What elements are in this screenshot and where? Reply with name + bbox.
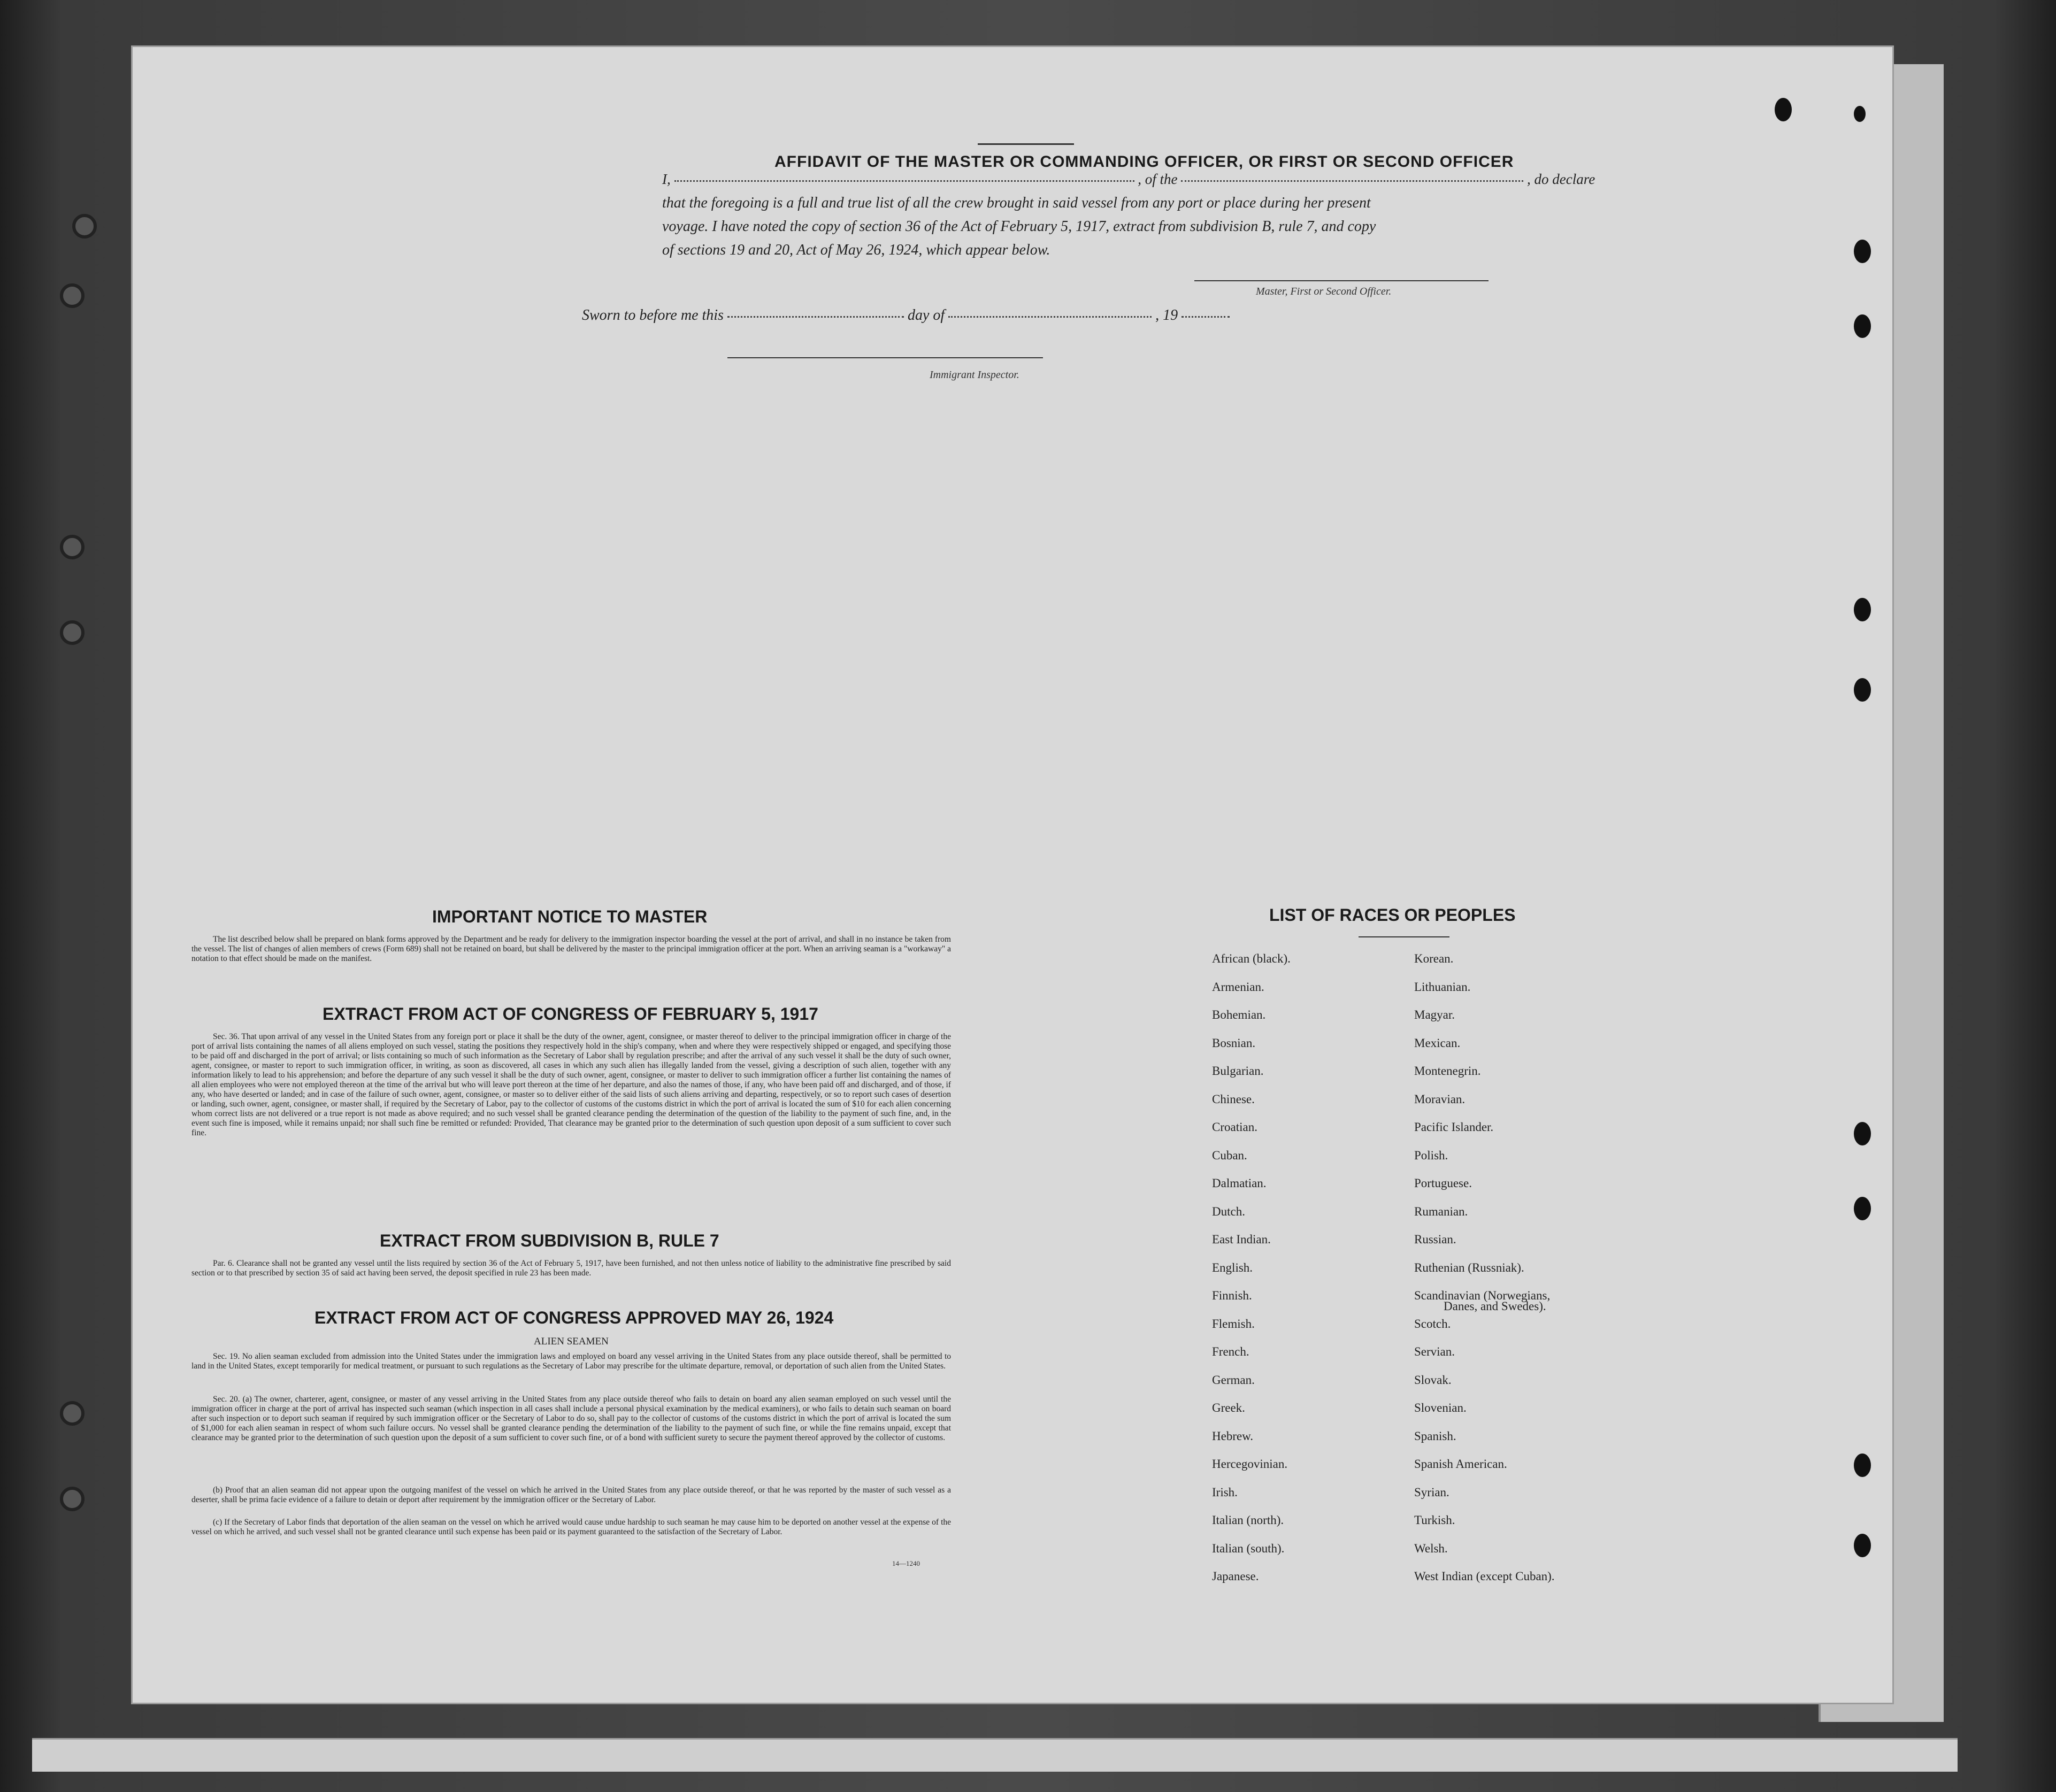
race-item: Polish. xyxy=(1414,1148,1448,1162)
affidavit-of-the: , of the xyxy=(1138,171,1178,187)
race-item: Russian. xyxy=(1414,1233,1456,1246)
race-item: German. xyxy=(1212,1373,1255,1387)
race-item: Cuban. xyxy=(1212,1148,1247,1162)
race-item: Chinese. xyxy=(1212,1092,1255,1106)
race-item: Welsh. xyxy=(1414,1541,1448,1555)
race-item: Lithuanian. xyxy=(1414,980,1471,994)
extract3-sec20c: (c) If the Secretary of Labor finds that deportation of the alien seaman on the vessel on which he arrived would cause undue hardship to such seaman he may cause him to be deported on another vessel at the expense of the vessel on which he arrived, and such vessel shall not be granted clearance until such expense has been paid or its payment guaranteed to the satisfaction of the Secretary of Labor. xyxy=(191,1518,951,1536)
race-item: Turkish. xyxy=(1414,1513,1455,1527)
punch-hole-icon xyxy=(1854,240,1871,263)
race-item: Italian (south). xyxy=(1212,1541,1285,1555)
race-item: Pacific Islander. xyxy=(1414,1120,1494,1134)
race-item: Syrian. xyxy=(1414,1485,1449,1499)
form-number: 14—1240 xyxy=(892,1559,920,1567)
race-item: Bohemian. xyxy=(1212,1008,1266,1021)
race-item-text: Scandinavian (Norwegians, xyxy=(1414,1289,1551,1302)
extract1-body: Sec. 36. That upon arrival of any vessel in the United States from any foreign port or place it shall be the duty of the owner, agent, consignee, or master thereof to deliver to the principal immigration officer in charge of the port of arrival lists containing the names of all aliens employed on such vessel, stating the positions they respectively hold in the ship's company, when and where they were respectively shipped or engaged, and specifying those to be paid off and discharged in the port of arrival; or lists containing so much of such information as the Secretary of Labor shall by regulation prescribe; and after the arrival of any such vessel it shall be the duty of such owner, agent, consignee, or master to report to such immigration officer, in writing, as soon as discovered, all cases in which any such alien has illegally landed from the vessel, giving a description of such alien, together with any information likely to lead to his apprehension; and before the departure of any such vessel it shall be the duty of such owner, agent, consignee, or master to deliver to such immigration officer a further list containing the names of all alien employees who were not employed thereon at the time of the arrival but who will leave port thereon at the time of her departure, and also the names of those, if any, who have been paid off and discharged, and of those, if any, who have deserted or landed; and in case of the failure of such owner, agent, consignee, or master so to deliver either of the said lists of such aliens arriving and departing, respectively, or so to report such cases of desertion or landing, such owner, agent, consignee, or master shall, if required by the Secretary of Labor, pay to the collector of customs of the customs district in which the port of arrival is located the sum of $10 for each alien concerning whom correct lists are not delivered or a true report is not made as above required; and no such vessel shall be granted clearance pending the determination of the question of the liability to the payment of such fine, and, in the event such fine is imposed, while it remains unpaid; nor shall such fine be remitted or refunded: Provided, That clearance may be granted prior to the determination of such question upon deposit of a sum sufficient to cover such fine. xyxy=(191,1032,951,1137)
race-item: Magyar. xyxy=(1414,1008,1455,1021)
race-item: Spanish American. xyxy=(1414,1457,1507,1471)
race-item: Slovak. xyxy=(1414,1373,1452,1387)
race-item: Hercegovinian. xyxy=(1212,1457,1288,1471)
race-item: Hebrew. xyxy=(1212,1429,1254,1443)
affidavit-title: AFFIDAVIT OF THE MASTER OR COMMANDING OFFICER, OR FIRST OR SECOND OFFICER xyxy=(774,153,1514,171)
master-caption: Master, First or Second Officer. xyxy=(1256,286,1392,297)
extract3-sec20b: (b) Proof that an alien seaman did not appear upon the outgoing manifest of the vessel on which he arrived in the United States from any place outside thereof, or that he was reported by the master of such vessel as a deserter, shall be prima facie evidence of a failure to detain or deport after requirement by the immigration officer or the Secretary of Labor. xyxy=(191,1486,951,1504)
inspector-caption: Immigrant Inspector. xyxy=(930,369,1019,381)
punch-hole-icon xyxy=(1854,1534,1871,1557)
race-item-continuation: Danes, and Swedes). xyxy=(1444,1299,1546,1313)
binder-ring-icon xyxy=(72,214,97,239)
race-item: Moravian. xyxy=(1414,1092,1466,1106)
race-item: Rumanian. xyxy=(1414,1204,1468,1218)
affidavit-do-declare: , do declare xyxy=(1527,171,1595,187)
races-title: LIST OF RACES OR PEOPLES xyxy=(1269,905,1516,925)
day-of-text: day of xyxy=(907,307,945,324)
races-left-column xyxy=(1212,952,1291,1598)
race-item: East Indian. xyxy=(1212,1233,1271,1246)
inspector-signature-line[interactable] xyxy=(727,357,1043,358)
title-underline xyxy=(978,143,1074,145)
sworn-year-blank[interactable] xyxy=(1182,316,1230,318)
race-item: Flemish. xyxy=(1212,1317,1255,1330)
notice-title: IMPORTANT NOTICE TO MASTER xyxy=(432,907,708,926)
race-item: Dalmatian. xyxy=(1212,1176,1267,1190)
race-item: Japanese. xyxy=(1212,1570,1259,1583)
race-item: Croatian. xyxy=(1212,1120,1257,1134)
race-item: Italian (north). xyxy=(1212,1513,1284,1527)
race-item: Korean. xyxy=(1414,952,1454,965)
race-item: Greek. xyxy=(1212,1401,1245,1414)
race-item: French. xyxy=(1212,1345,1249,1358)
year-text: , 19 xyxy=(1155,307,1178,324)
punch-hole-icon xyxy=(1854,106,1866,122)
affidavit-line-3: voyage. I have noted the copy of section 36 of the Act of February 5, 1917, extract from subdivision B, rule 7, and copy xyxy=(662,218,1376,235)
race-item: Spanish. xyxy=(1414,1429,1456,1443)
extract2-body: Par. 6. Clearance shall not be granted any vessel until the lists required by section 36 of the Act of February 5, 1917, have been furnished, and not then unless notice of liability to the administrative fine prescribed by said section or to that prescribed by section 35 of said act having been served, the deposit specified in rule 23 has been made. xyxy=(191,1259,951,1278)
binder-ring-icon xyxy=(60,535,85,559)
affidavit-line-1 xyxy=(662,171,1595,188)
binder-ring-icon xyxy=(60,1401,85,1426)
extract1-title: EXTRACT FROM ACT OF CONGRESS OF FEBRUARY 5, 1917 xyxy=(323,1004,818,1024)
races-title-underline xyxy=(1359,936,1449,937)
race-item: Bulgarian. xyxy=(1212,1064,1264,1078)
sworn-text: Sworn to before me this xyxy=(582,307,724,324)
race-item: Bosnian. xyxy=(1212,1036,1256,1050)
race-item: English. xyxy=(1212,1260,1253,1274)
sworn-month-blank[interactable] xyxy=(948,316,1152,318)
notice-body: The list described below shall be prepared on blank forms approved by the Department and be ready for delivery to the immigration inspector boarding the vessel at the port of arrival, and shall in no instance be taken from the vessel. The list of changes of alien members of crews (Form 689) shall not be retained on board, but shall be delivered by the master to the principal immigration officer at the port. When an arriving seaman is a "workaway" a notation to that effect should be made on the manifest. xyxy=(191,935,951,963)
race-item: Armenian. xyxy=(1212,980,1264,994)
race-item: Ruthenian (Russniak). xyxy=(1414,1260,1524,1274)
sworn-day-blank[interactable] xyxy=(727,316,904,318)
punch-hole-icon xyxy=(1854,678,1871,702)
punch-hole-icon xyxy=(1854,598,1871,621)
race-item xyxy=(1414,1289,1555,1317)
race-item: Montenegrin. xyxy=(1414,1064,1481,1078)
affidavit-i: I, xyxy=(662,171,671,187)
sworn-line xyxy=(582,307,1230,324)
race-item: Finnish. xyxy=(1212,1289,1252,1302)
punch-hole-icon xyxy=(1854,1122,1871,1145)
affidavit-line-4: of sections 19 and 20, Act of May 26, 1924, which appear below. xyxy=(662,242,1050,258)
race-item: Servian. xyxy=(1414,1345,1455,1358)
underlying-page-edge xyxy=(32,1738,1958,1772)
vessel-blank[interactable] xyxy=(1181,180,1523,182)
race-item: Irish. xyxy=(1212,1485,1238,1499)
affidavit-line-2: that the foregoing is a full and true list of all the crew brought in said vessel from any port or place during her present xyxy=(662,195,1371,211)
binder-ring-icon xyxy=(60,620,85,645)
race-item: Dutch. xyxy=(1212,1204,1245,1218)
name-blank[interactable] xyxy=(674,180,1134,182)
race-item: Portuguese. xyxy=(1414,1176,1472,1190)
punch-hole-icon xyxy=(1854,1453,1871,1477)
race-item: African (black). xyxy=(1212,952,1291,965)
extract3-subtitle: ALIEN SEAMEN xyxy=(534,1336,609,1347)
extract3-title: EXTRACT FROM ACT OF CONGRESS APPROVED MAY 26, 1924 xyxy=(314,1308,834,1327)
extract3-sec19: Sec. 19. No alien seaman excluded from admission into the United States under the immigration laws and employed on board any vessel arriving in the United States from any place outside thereof, shall be permitted to land in the United States, except temporarily for medical treatment, or pursuant to such regulations as the Secretary of Labor may prescribe for the ultimate departure, removal, or deportation of such alien from the United States. xyxy=(191,1352,951,1371)
punch-hole-icon xyxy=(1854,314,1871,338)
extract2-title: EXTRACT FROM SUBDIVISION B, RULE 7 xyxy=(380,1231,719,1250)
binder-ring-icon xyxy=(60,283,85,308)
binder-ring-icon xyxy=(60,1487,85,1511)
punch-hole-icon xyxy=(1775,98,1792,121)
extract3-sec20a: Sec. 20. (a) The owner, charterer, agent, consignee, or master of any vessel arriving in the United States from any place outside thereof who fails to detain on board any alien seaman employed on such vessel until the immigration officer in charge at the port of arrival has inspected such seaman (which inspection in all cases shall include a personal physical examination by the medical examiners), or who fails to detain such seaman on board after such inspection or to deport such seaman if required by such immigration officer or the Secretary of Labor to do so, shall pay to the collector of customs of the customs district in which the port of arrival is located the sum of $1,000 for each alien seaman in respect of whom such failure occurs. No vessel shall be granted clearance pending the determination of the liability to the payment of such fine, or while the fine remains unpaid, except that clearance may be granted prior to the determination of such question upon the deposit of a sum sufficient to cover such fine, or of a bond with sufficient surety to secure the payment thereof approved by the collector of customs. xyxy=(191,1395,951,1442)
master-signature-line[interactable] xyxy=(1194,280,1489,281)
race-item: Slovenian. xyxy=(1414,1401,1467,1414)
race-item: West Indian (except Cuban). xyxy=(1414,1570,1555,1583)
punch-hole-icon xyxy=(1854,1197,1871,1220)
document-page xyxy=(133,47,1892,1703)
race-item: Mexican. xyxy=(1414,1036,1461,1050)
races-right-column xyxy=(1414,952,1555,1598)
race-item: Scotch. xyxy=(1414,1317,1451,1330)
